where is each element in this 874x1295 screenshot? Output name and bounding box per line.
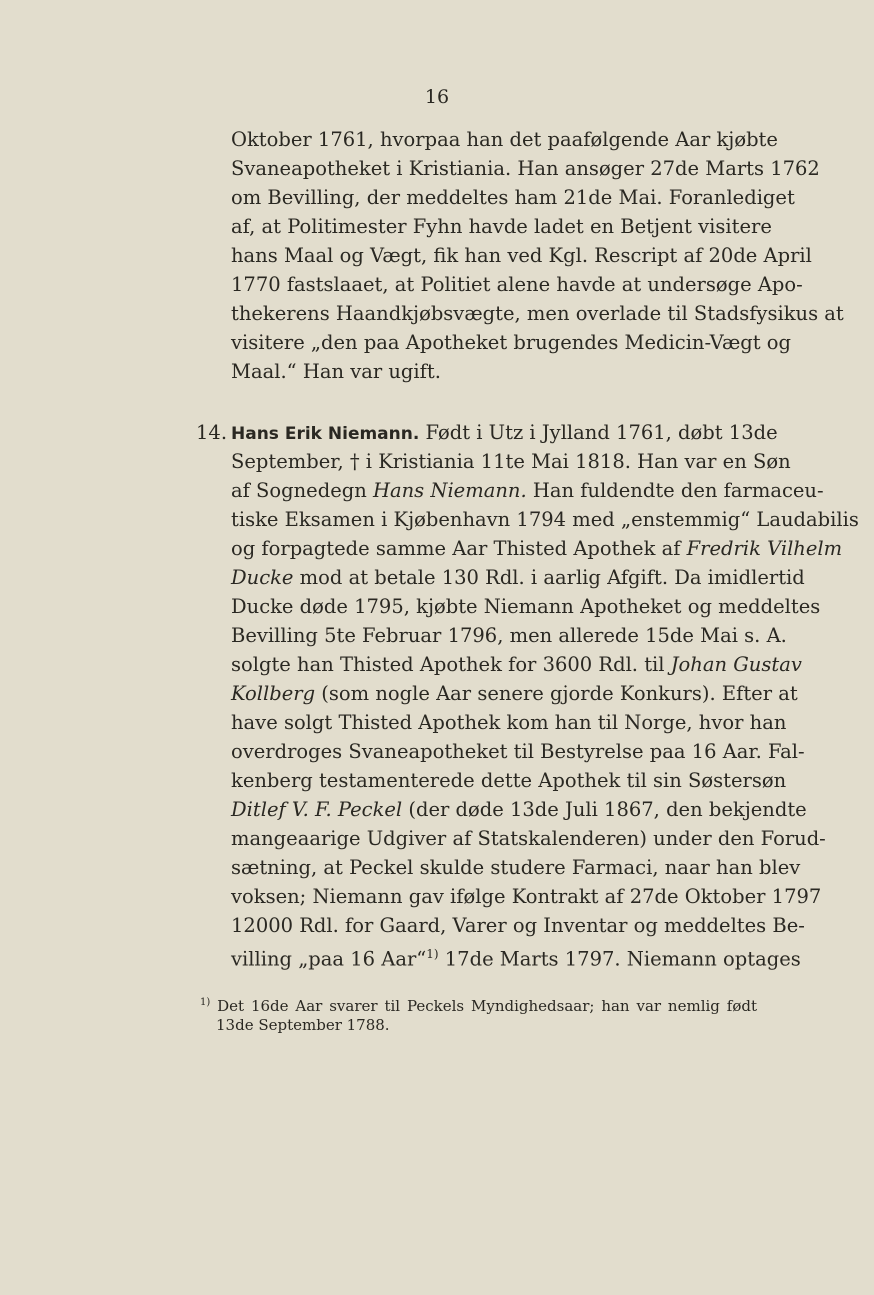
footnote-line: $^{1)}$ Det 16de Aar svarer til Peckels Myndighedsaar; han var nemlig født bbox=[200, 997, 757, 1015]
entry-number: 14. bbox=[196, 421, 228, 444]
text-line: 1770 fastslaaet, at Politiet alene havde at undersøge Apo- bbox=[231, 273, 803, 296]
text-line: om Bevilling, der meddeltes ham 21de Mai. Foranlediget bbox=[231, 186, 795, 209]
footnote-line: 13de September 1788. bbox=[216, 1016, 390, 1034]
text-line: sætning, at Peckel skulde studere Farmaci, naar han blev bbox=[231, 856, 801, 879]
person-name: Fredrik Vilhelm bbox=[686, 537, 843, 560]
text-line: overdroges Svaneapotheket til Bestyrelse paa 16 Aar. Fal- bbox=[231, 740, 805, 763]
text-line: Bevilling 5te Februar 1796, men allerede 15de Mai s. A. bbox=[231, 624, 787, 647]
text-line: voksen; Niemann gav ifølge Kontrakt af 27de Oktober 1797 bbox=[231, 885, 822, 908]
text-line: af Sognedegn Hans Niemann. Han fuldendte den farmaceu- bbox=[231, 479, 824, 502]
person-name: Hans Niemann. bbox=[372, 479, 527, 502]
footnote-mark: 1) bbox=[200, 997, 211, 1008]
text-line: Oktober 1761, hvorpaa han det paafølgende Aar kjøbte bbox=[231, 128, 778, 151]
person-name: Kollberg bbox=[231, 682, 316, 705]
text-line: thekerens Haandkjøbsvægte, men overlade til Stadsfysikus at bbox=[231, 302, 844, 325]
text-line: visitere „den paa Apotheket brugendes Medicin-Vægt og bbox=[231, 331, 792, 354]
text-line: Svaneapotheket i Kristiania. Han ansøger 27de Marts 1762 bbox=[231, 157, 820, 180]
text-line: Kollberg (som nogle Aar senere gjorde Konkurs). Efter at bbox=[231, 682, 798, 705]
text-line: tiske Eksamen i Kjøbenhavn 1794 med „enstemmig“ Laudabilis bbox=[231, 508, 859, 531]
text-line: hans Maal og Vægt, fik han ved Kgl. Rescript af 20de April bbox=[231, 244, 812, 267]
text-line: solgte han Thisted Apothek for 3600 Rdl. til Johan Gustav bbox=[231, 653, 802, 676]
page-number: 16 bbox=[424, 86, 450, 108]
text-line: September, † i Kristiania 11te Mai 1818. Han var en Søn bbox=[231, 450, 791, 473]
footnote-ref: 1) bbox=[426, 947, 439, 961]
text-line: Maal.“ Han var ugift. bbox=[231, 360, 441, 383]
text-line: Ducke mod at betale 130 Rdl. i aarlig Afgift. Da imidlertid bbox=[231, 566, 805, 589]
person-name: Ducke bbox=[231, 566, 294, 589]
text-line: af, at Politimester Fyhn havde ladet en Betjent visitere bbox=[231, 215, 772, 238]
text-line: mangeaarige Udgiver af Statskalenderen) under den Forud- bbox=[231, 827, 826, 850]
person-name: Ditlef V. F. Peckel bbox=[231, 798, 403, 821]
entry-name: Hans Erik Niemann. bbox=[231, 424, 420, 444]
text-line: Ducke døde 1795, kjøbte Niemann Apotheket og meddeltes bbox=[231, 595, 821, 618]
text-line: 12000 Rdl. for Gaard, Varer og Inventar og meddeltes Be- bbox=[231, 914, 805, 937]
text-line: villing „paa 16 Aar“$^{1)}$ 17de Marts 1797. Niemann optages bbox=[231, 947, 801, 971]
person-name: Johan Gustav bbox=[670, 653, 802, 676]
text-line: kenberg testamenterede dette Apothek til sin Søstersøn bbox=[231, 769, 787, 792]
text-line: Ditlef V. F. Peckel (der døde 13de Juli 1867, den bekjendte bbox=[231, 798, 807, 821]
entry-text: Født i Utz i Jylland 1761, døbt 13de bbox=[419, 421, 778, 444]
text-line: have solgt Thisted Apothek kom han til Norge, hvor han bbox=[231, 711, 787, 734]
entry-first-line bbox=[196, 418, 778, 449]
text-line: og forpagtede samme Aar Thisted Apothek af Fredrik Vilhelm bbox=[231, 537, 843, 560]
